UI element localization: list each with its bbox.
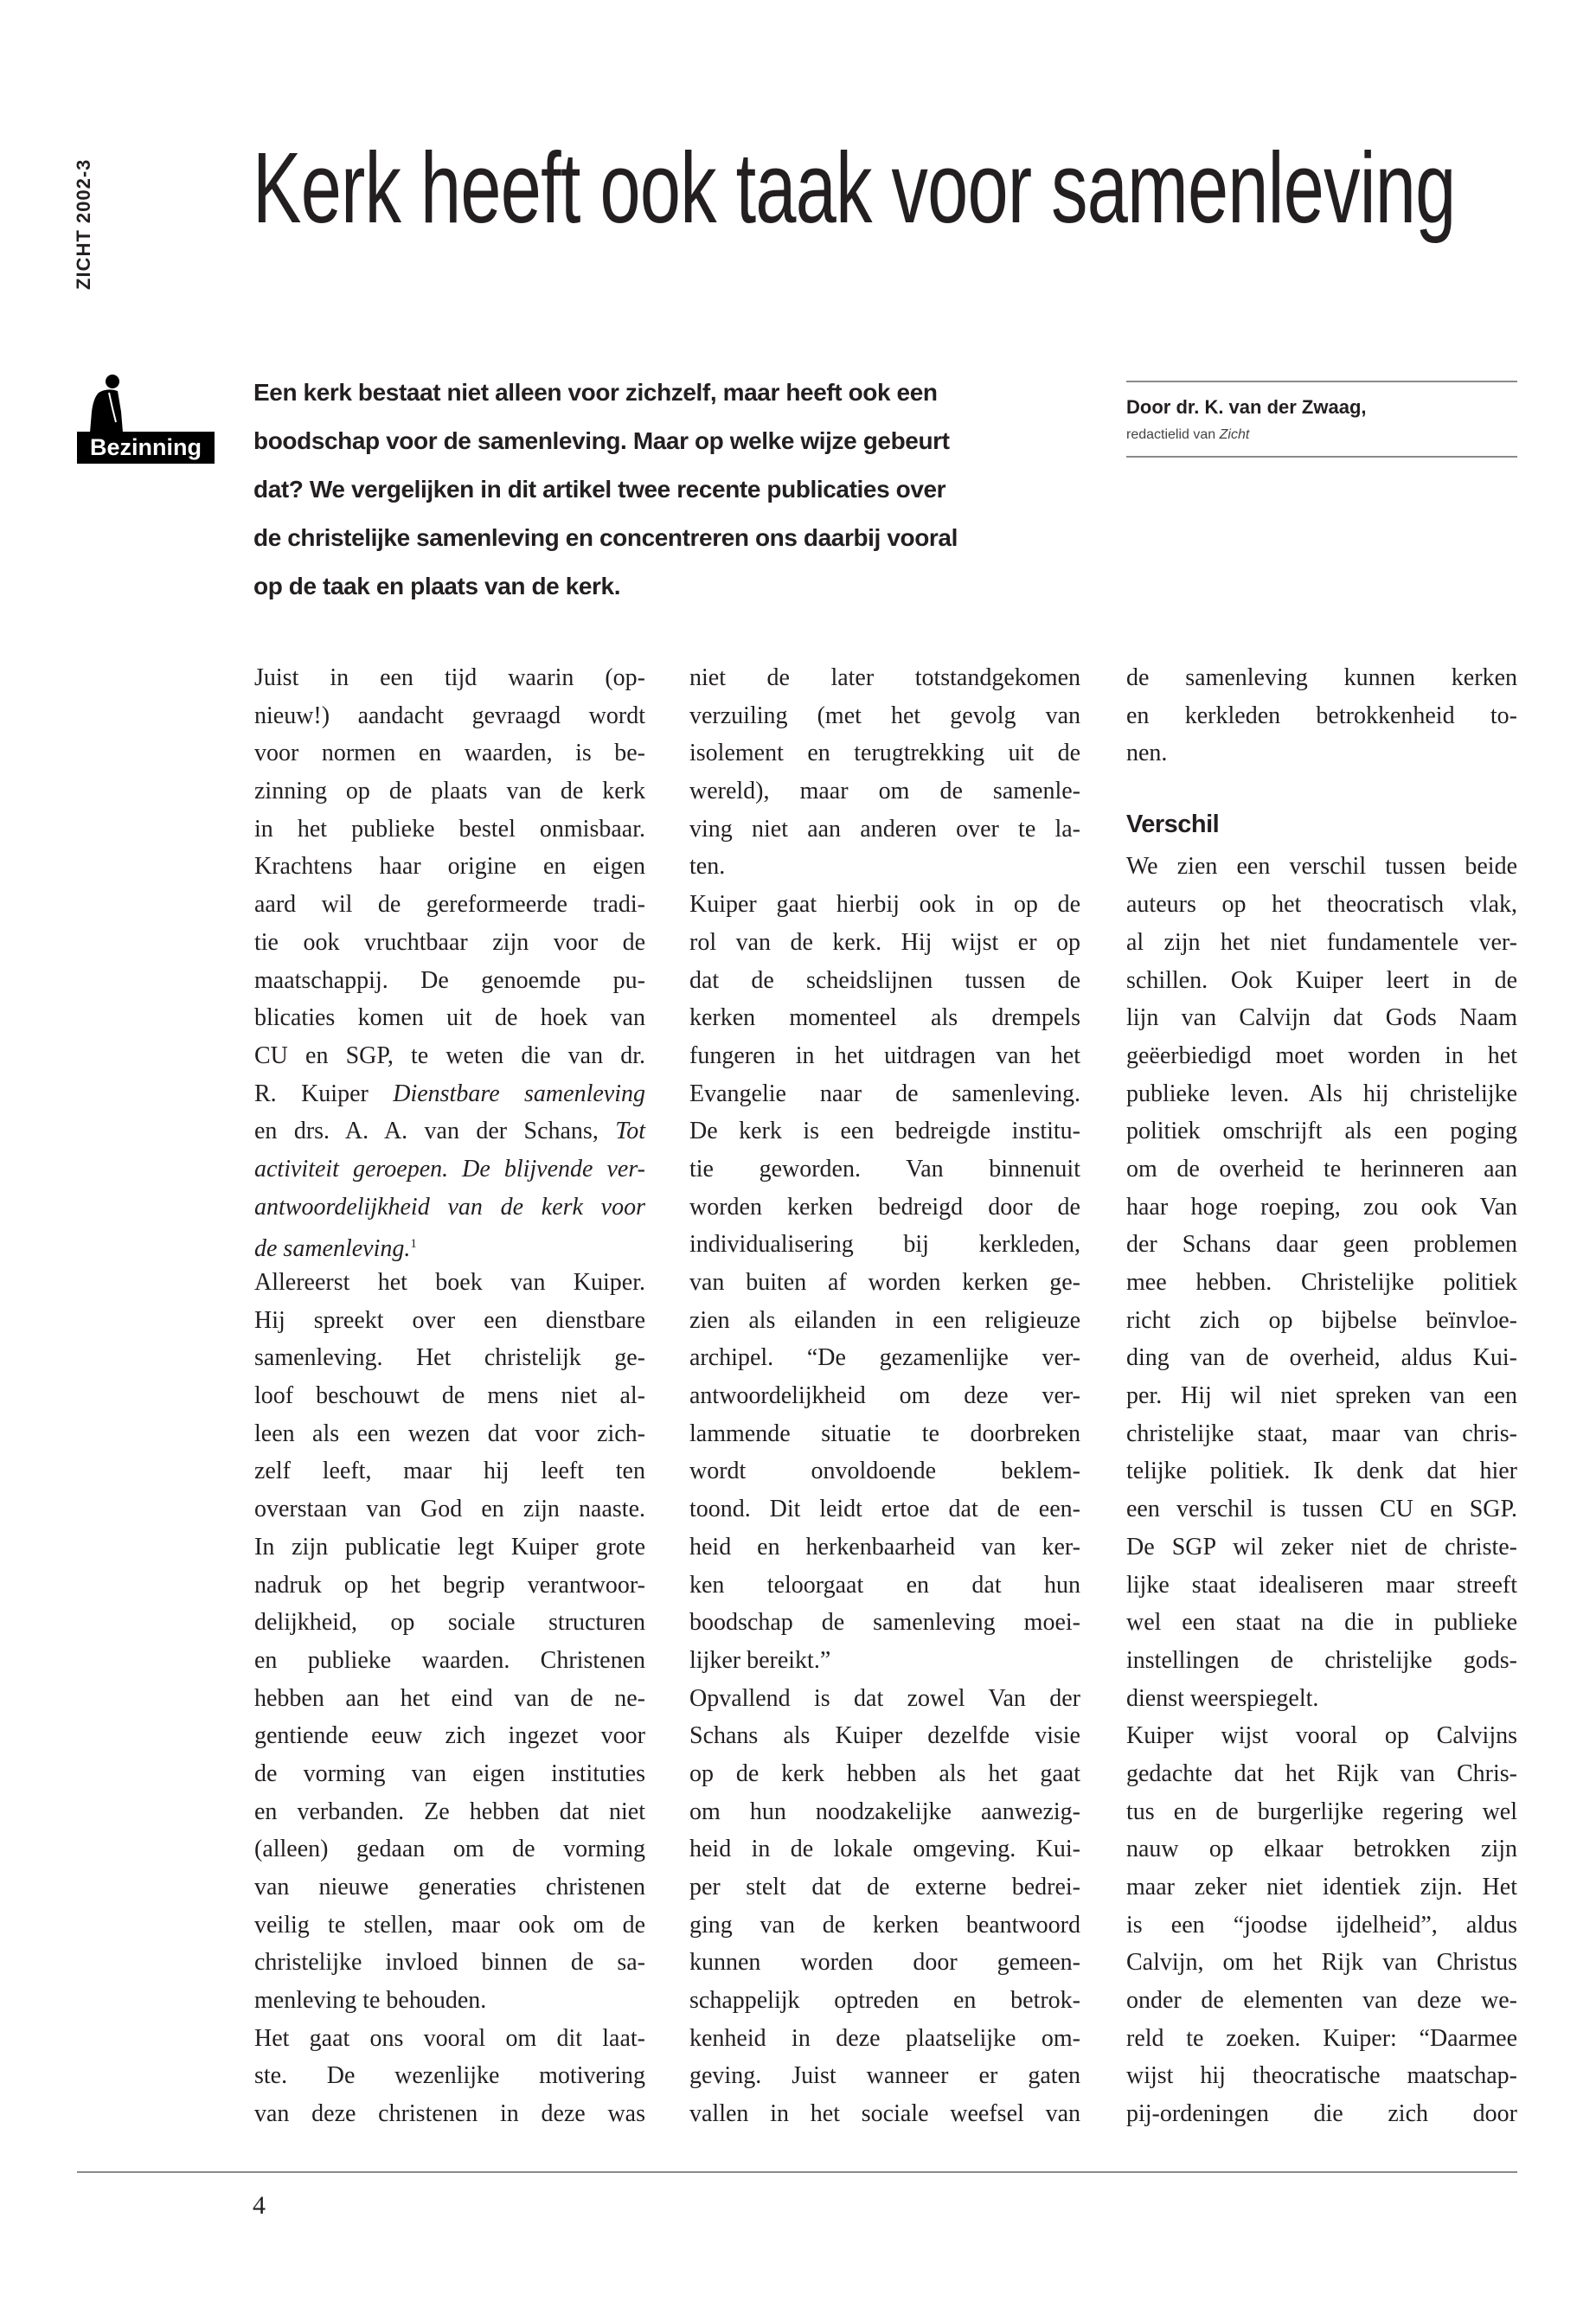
text-line	[254, 1490, 645, 1529]
line-text: niet de later totstandgekomen	[689, 664, 1080, 691]
line-text: Kuiper wijst vooral op Calvijns	[1126, 1722, 1517, 1750]
footer-divider	[77, 2171, 1517, 2173]
text-line	[1126, 1680, 1517, 1718]
line-text: lijker bereikt.”	[689, 1646, 831, 1674]
author-role-text: redactielid van	[1126, 427, 1220, 442]
text-line	[1126, 1189, 1517, 1227]
line-text: nauw op elkaar betrokken zijn	[1126, 1836, 1517, 1863]
intro-line: dat? We vergelijken in dit artikel twee recente publicaties over	[253, 476, 946, 503]
text-line	[1126, 2095, 1517, 2133]
text-line	[1126, 772, 1517, 811]
text-line	[1126, 1490, 1517, 1529]
italic-title-text: Dienstbare samenleving	[393, 1080, 645, 1107]
text-line	[1126, 1037, 1517, 1075]
text-line	[1126, 1793, 1517, 1831]
text-line	[1126, 924, 1517, 962]
line-text: De kerk is een bedreigde institu-	[689, 1118, 1080, 1145]
text-line	[254, 1830, 645, 1868]
text-line	[254, 1529, 645, 1567]
line-text: geëerbiedigd moet worden in het	[1126, 1042, 1517, 1069]
text-line	[689, 734, 1080, 772]
line-text: In zijn publicatie legt Kuiper grote	[254, 1533, 645, 1561]
page-number: 4	[253, 2191, 266, 2220]
line-text: Hij spreekt over een dienstbare	[254, 1306, 645, 1334]
text-line	[254, 1452, 645, 1490]
text-line	[1126, 1302, 1517, 1340]
line-text: politiek omschrijft als een poging	[1126, 1118, 1517, 1145]
text-line	[689, 924, 1080, 962]
line-text: wordt onvoldoende beklem-	[689, 1458, 1080, 1485]
column-3	[1126, 659, 1517, 2133]
text-line	[689, 2095, 1080, 2133]
line-text: leen als een wezen dat voor zich-	[254, 1420, 645, 1447]
line-text: tus en de burgerlijke regering wel	[1126, 1798, 1517, 1825]
line-text: Evangelie naar de samenleving.	[689, 1080, 1080, 1107]
text-line	[254, 1944, 645, 1982]
line-text: aard wil de gereformeerde tradi-	[254, 891, 645, 919]
line-text: in het publieke bestel onmisbaar.	[254, 815, 645, 843]
line-text: om de overheid te herinneren aan	[1126, 1155, 1517, 1183]
text-line	[1126, 2020, 1517, 2058]
text-line	[689, 886, 1080, 924]
text-line	[1126, 1226, 1517, 1264]
line-text: ste. De wezenlijke motivering	[254, 2062, 645, 2090]
line-text: Kuiper gaat hierbij ook in op de	[689, 891, 1080, 919]
text-line	[1126, 1830, 1517, 1868]
text-line	[1126, 1604, 1517, 1642]
text-line	[254, 1112, 645, 1150]
line-text: ten.	[689, 853, 726, 881]
text-line	[1126, 999, 1517, 1037]
text-line	[689, 1037, 1080, 1075]
line-text: van nieuwe generaties christenen	[254, 1874, 645, 1900]
line-text: van buiten af worden kerken ge-	[689, 1269, 1080, 1296]
line-text: lijn van Calvijn dat Gods Naam	[1126, 1004, 1517, 1032]
line-text: zinning op de plaats van de kerk	[254, 778, 645, 805]
text-line	[254, 1793, 645, 1831]
line-text: de vorming van eigen instituties	[254, 1759, 645, 1787]
text-line	[254, 659, 645, 697]
line-text: hebben aan het eind van de ne-	[254, 1684, 645, 1712]
line-text: een verschil is tussen CU en SGP.	[1126, 1496, 1517, 1523]
text-line	[689, 1982, 1080, 2020]
text-line	[254, 1642, 645, 1680]
text-line	[1126, 1868, 1517, 1907]
text-line	[689, 811, 1080, 849]
line-text: loof beschouwt de mens niet al-	[254, 1382, 645, 1410]
article-intro	[253, 369, 1084, 611]
text-line	[254, 924, 645, 962]
text-line	[689, 1680, 1080, 1718]
text-line	[689, 1793, 1080, 1831]
line-text: Juist in een tijd waarin (op-	[254, 664, 645, 691]
intro-line: op de taak en plaats van de kerk.	[253, 573, 621, 599]
text-line	[254, 734, 645, 772]
italic-title-text: antwoordelijkheid van de kerk voor	[254, 1193, 645, 1221]
line-text: kunnen worden door gemeen-	[689, 1949, 1080, 1977]
text-line	[689, 1377, 1080, 1415]
text-line	[689, 1339, 1080, 1377]
line-text: publieke leven. Als hij christelijke	[1126, 1080, 1517, 1107]
text-line	[689, 697, 1080, 735]
text-line	[689, 772, 1080, 811]
text-line	[254, 1226, 645, 1264]
column-1	[254, 659, 645, 2133]
line-text: schillen. Ook Kuiper leert in de	[1126, 966, 1517, 994]
line-text: om hun noodzakelijke aanwezig-	[689, 1798, 1080, 1825]
pensive-figure-icon	[83, 374, 135, 434]
line-text: zien als eilanden in een religieuze	[689, 1306, 1080, 1334]
text-line	[689, 1567, 1080, 1605]
line-text: verzuiling (met het gevolg van	[689, 702, 1080, 729]
text-line	[1126, 1907, 1517, 1945]
text-line	[689, 1150, 1080, 1189]
text-line	[1126, 1717, 1517, 1755]
line-text: archipel. “De gezamenlijke ver-	[689, 1344, 1080, 1372]
text-line	[1126, 1339, 1517, 1377]
line-text: en verbanden. Ze hebben dat niet	[254, 1798, 645, 1825]
text-line	[254, 1717, 645, 1755]
line-text: nadruk op het begrip verantwoor-	[254, 1571, 645, 1599]
text-line	[689, 1907, 1080, 1945]
line-text: menleving te behouden.	[254, 1987, 487, 2015]
line-text: Schans als Kuiper dezelfde visie	[689, 1722, 1080, 1750]
line-text: ging van de kerken beantwoord	[689, 1911, 1080, 1939]
text-line	[1126, 659, 1517, 697]
line-text: nieuw!) aandacht gevraagd wordt	[254, 702, 645, 729]
line-text: gedachte dat het Rijk van Chris-	[1126, 1759, 1517, 1787]
footnote-ref: 1	[410, 1237, 417, 1252]
line-text: Opvallend is dat zowel Van der	[689, 1684, 1080, 1712]
text-line	[689, 659, 1080, 697]
text-line	[689, 1868, 1080, 1907]
line-text: Het gaat ons vooral om dit laat-	[254, 2024, 645, 2052]
column-2	[689, 659, 1080, 2133]
text-line	[689, 1830, 1080, 1868]
line-text: dienst weerspiegelt.	[1126, 1684, 1319, 1712]
text-line	[689, 1529, 1080, 1567]
line-text: lammende situatie te doorbreken	[689, 1420, 1080, 1447]
italic-title-text: activiteit geroepen. De blijvende ver-	[254, 1155, 645, 1183]
journal-issue-label: ZICHT 2002-3	[73, 158, 94, 290]
text-line	[254, 1680, 645, 1718]
text-line	[254, 1567, 645, 1605]
text-line	[254, 2057, 645, 2095]
text-line	[254, 1075, 645, 1113]
text-line	[1126, 1075, 1517, 1113]
line-text: boodschap de samenleving moei-	[689, 1609, 1080, 1637]
text-line	[1126, 1642, 1517, 1680]
line-text: ving niet aan anderen over te la-	[689, 815, 1080, 843]
text-line	[254, 811, 645, 849]
text-line	[1126, 1415, 1517, 1453]
text-line	[254, 1264, 645, 1302]
line-text: geving. Juist wanneer er gaten	[689, 2062, 1080, 2090]
text-line	[1126, 1150, 1517, 1189]
line-text: Allereerst het boek van Kuiper.	[254, 1269, 645, 1296]
line-text: tie geworden. Van binnenuit	[689, 1155, 1080, 1183]
text-line	[1126, 1452, 1517, 1490]
text-line	[689, 1604, 1080, 1642]
italic-title-text: de samenleving.	[254, 1235, 411, 1263]
text-line	[1126, 848, 1517, 886]
text-line	[689, 999, 1080, 1037]
text-line	[254, 999, 645, 1037]
line-text: instellingen de christelijke gods-	[1126, 1646, 1517, 1674]
text-line	[689, 1452, 1080, 1490]
text-line	[254, 1907, 645, 1945]
text-line	[1126, 1944, 1517, 1982]
line-text: gentiende eeuw zich ingezet voor	[254, 1722, 645, 1750]
line-text: zelf leeft, maar hij leeft ten	[254, 1458, 645, 1485]
line-text: blicaties komen uit de hoek van	[254, 1004, 645, 1032]
line-text: pij-ordeningen die zich door	[1126, 2100, 1517, 2128]
line-text: richt zich op bijbelse beïnvloe-	[1126, 1306, 1517, 1334]
text-line	[689, 1415, 1080, 1453]
line-text: vallen in het sociale weefsel van	[689, 2100, 1080, 2128]
line-text: heid en herkenbaarheid van ker-	[689, 1533, 1080, 1561]
line-text: christelijke staat, maar van chris-	[1126, 1420, 1517, 1447]
text-line	[254, 1755, 645, 1793]
text-line	[254, 962, 645, 1000]
article-title: Kerk heeft ook taak voor samenleving	[253, 131, 1456, 244]
line-text: veilig te stellen, maar ook om de	[254, 1911, 645, 1939]
text-line	[689, 1226, 1080, 1264]
text-line	[254, 848, 645, 886]
text-line	[689, 2020, 1080, 2058]
line-text: maatschappij. De genoemde pu-	[254, 966, 645, 994]
journal-name: Zicht	[1219, 427, 1250, 442]
line-text: tie ook vruchtbaar zijn voor de	[254, 928, 645, 956]
text-line	[689, 1642, 1080, 1680]
line-text: wel een staat na die in publieke	[1126, 1609, 1517, 1637]
line-text: mee hebben. Christelijke politiek	[1126, 1269, 1517, 1296]
line-text: isolement en terugtrekking uit de	[689, 740, 1080, 767]
line-text: van deze christenen in deze was	[254, 2100, 645, 2128]
heading-text: Verschil	[1126, 810, 1220, 838]
text-line	[689, 2057, 1080, 2095]
line-text: de samenleving kunnen kerken	[1126, 664, 1517, 691]
line-text: onder de elementen van deze we-	[1126, 1987, 1517, 2015]
text-line	[1126, 1982, 1517, 2020]
line-text: op de kerk hebben als het gaat	[689, 1759, 1080, 1787]
text-line	[254, 1868, 645, 1907]
line-text: per. Hij wil niet spreken van een	[1126, 1382, 1517, 1410]
line-text: heid in de lokale omgeving. Kui-	[689, 1836, 1080, 1863]
line-text: dat de scheidslijnen tussen de	[689, 966, 1080, 994]
line-text: schappelijk optreden en betrok-	[689, 1987, 1080, 2015]
text-line	[1126, 1264, 1517, 1302]
author-role	[1126, 427, 1249, 443]
text-line	[1126, 2057, 1517, 2095]
italic-title-text: Tot	[615, 1118, 645, 1145]
line-text: auteurs op het theocratisch vlak,	[1126, 891, 1517, 919]
line-text: Calvijn, om het Rijk van Christus	[1126, 1949, 1517, 1977]
line-text: christelijke invloed binnen de sa-	[254, 1949, 645, 1977]
text-line	[254, 1377, 645, 1415]
line-text: en publieke waarden. Christenen	[254, 1646, 645, 1674]
text-line	[254, 886, 645, 924]
line-text: wereld), maar om de samenle-	[689, 778, 1080, 805]
line-text: worden kerken bedreigd door de	[689, 1193, 1080, 1221]
line-text: kenheid in deze plaatselijke om-	[689, 2024, 1080, 2052]
text-line	[689, 1112, 1080, 1150]
line-text: R. Kuiper	[254, 1080, 394, 1107]
line-text: samenleving. Het christelijk ge-	[254, 1344, 645, 1372]
text-line	[1126, 1567, 1517, 1605]
line-text: telijke politiek. Ik denk dat hier	[1126, 1458, 1517, 1485]
line-text: De SGP wil zeker niet de christe-	[1126, 1533, 1517, 1561]
text-line	[254, 1150, 645, 1189]
line-text: antwoordelijkheid om deze ver-	[689, 1382, 1080, 1410]
text-line	[254, 1604, 645, 1642]
line-text: der Schans daar geen problemen	[1126, 1231, 1517, 1259]
line-text: voor normen en waarden, is be-	[254, 740, 645, 767]
intro-line: de christelijke samenleving en concentreren ons daarbij vooral	[253, 524, 958, 551]
text-line	[1126, 1529, 1517, 1567]
line-text: wijst hij theocratische maatschap-	[1126, 2062, 1517, 2090]
text-line	[254, 2020, 645, 2058]
line-text: kerken momenteel als drempels	[689, 1004, 1080, 1032]
text-line	[254, 1189, 645, 1227]
line-text: is een “joodse ijdelheid”, aldus	[1126, 1911, 1517, 1939]
text-line	[1126, 734, 1517, 772]
text-line	[689, 1264, 1080, 1302]
text-line	[689, 1189, 1080, 1227]
line-text: nen.	[1126, 740, 1168, 767]
line-text: per stelt dat de externe bedrei-	[689, 1874, 1080, 1900]
text-line	[254, 1037, 645, 1075]
text-line	[1126, 1755, 1517, 1793]
intro-line: boodschap voor de samenleving. Maar op welke wijze gebeurt	[253, 427, 950, 454]
line-text: Krachtens haar origine en eigen	[254, 853, 645, 881]
text-line	[1126, 697, 1517, 735]
section-badge: Bezinning	[77, 432, 215, 464]
text-line	[254, 2095, 645, 2133]
text-line	[1126, 962, 1517, 1000]
line-text: lijke staat idealiseren maar streeft	[1126, 1571, 1517, 1599]
line-text: individualisering bij kerkleden,	[689, 1231, 1080, 1259]
text-line	[1126, 886, 1517, 924]
intro-line: Een kerk bestaat niet alleen voor zichzelf, maar heeft ook een	[253, 379, 938, 406]
text-line	[1126, 1112, 1517, 1150]
text-line	[689, 1717, 1080, 1755]
text-line	[1126, 1377, 1517, 1415]
line-text: overstaan van God en zijn naaste.	[254, 1496, 645, 1523]
line-text: We zien een verschil tussen beide	[1126, 853, 1517, 881]
text-line	[254, 1982, 645, 2020]
line-text: fungeren in het uitdragen van het	[689, 1042, 1080, 1069]
line-text: CU en SGP, te weten die van dr.	[254, 1042, 645, 1069]
line-text: delijkheid, op sociale structuren	[254, 1609, 645, 1637]
text-line	[689, 848, 1080, 886]
text-line	[689, 1490, 1080, 1529]
byline	[1126, 381, 1517, 458]
line-text: al zijn het niet fundamentele ver-	[1126, 928, 1517, 956]
text-line	[689, 1755, 1080, 1793]
line-text: maar zeker niet identiek zijn. Het	[1126, 1874, 1517, 1900]
text-line	[254, 697, 645, 735]
line-text: ken teloorgaat en dat hun	[689, 1571, 1080, 1599]
line-text: toond. Dit leidt ertoe dat de een-	[689, 1496, 1080, 1523]
author: Door dr. K. van der Zwaag,	[1126, 396, 1367, 418]
line-text: rol van de kerk. Hij wijst er op	[689, 928, 1080, 956]
text-line	[689, 1302, 1080, 1340]
line-text: ding van de overheid, aldus Kui-	[1126, 1344, 1517, 1372]
text-line	[254, 772, 645, 811]
line-text: reld te zoeken. Kuiper: “Daarmee	[1126, 2024, 1517, 2052]
text-line	[254, 1339, 645, 1377]
line-text: en drs. A. A. van der Schans,	[254, 1118, 616, 1145]
line-text: (alleen) gedaan om de vorming	[254, 1836, 645, 1863]
text-line	[254, 1415, 645, 1453]
line-text: en kerkleden betrokkenheid to-	[1126, 702, 1517, 729]
text-line	[689, 1075, 1080, 1113]
text-line	[689, 1944, 1080, 1982]
text-line	[689, 962, 1080, 1000]
text-line	[254, 1302, 645, 1340]
line-text: haar hoge roeping, zou ook Van	[1126, 1193, 1517, 1221]
section-heading	[1126, 811, 1517, 849]
